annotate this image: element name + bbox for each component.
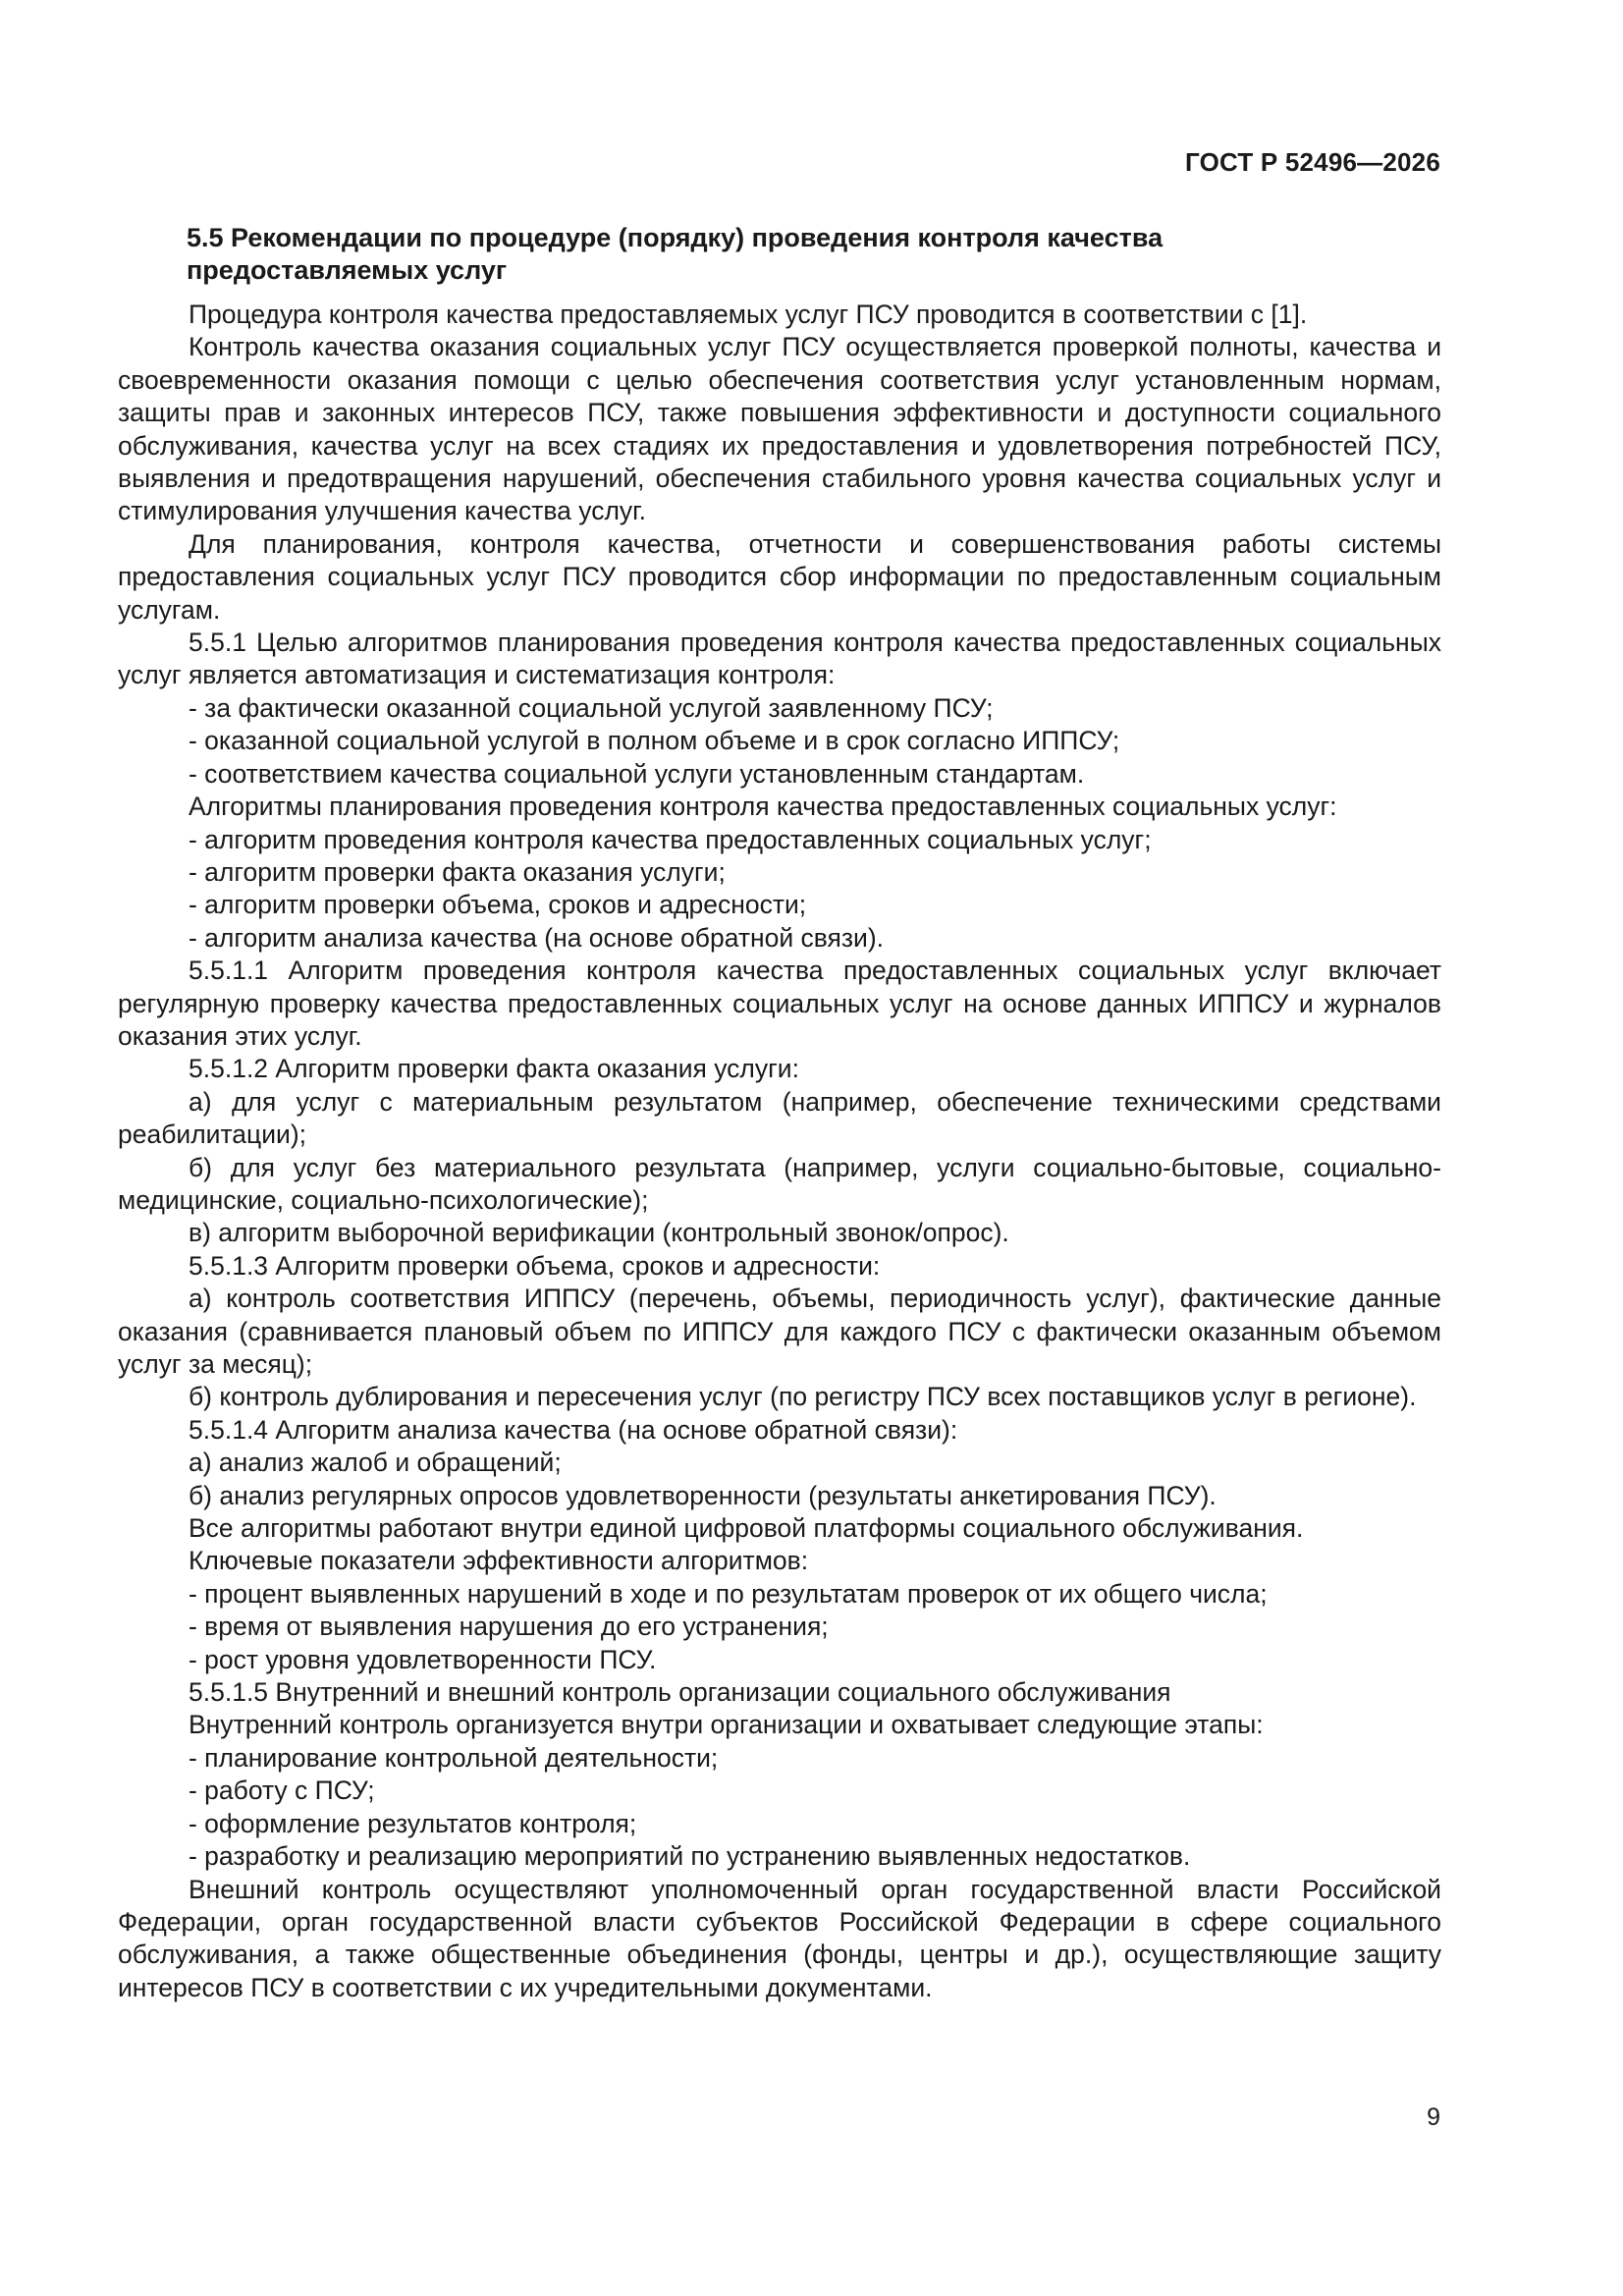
paragraph: - алгоритм проверки объема, сроков и адресности;	[189, 890, 807, 920]
paragraph: 5.5.1.5 Внутренний и внешний контроль организации социального обслуживания	[189, 1677, 1171, 1708]
paragraph: б) анализ регулярных опросов удовлетворенности (результаты анкетирования ПСУ).	[189, 1480, 1217, 1510]
paragraph: Алгоритмы планирования проведения контроля качества предоставленных социальных услуг:	[189, 792, 1337, 822]
paragraph: 5.5.1.4 Алгоритм анализа качества (на основе обратной связи):	[189, 1414, 958, 1445]
paragraph: - соответствием качества социальной услуги установленным стандартам.	[189, 758, 1085, 789]
paragraph: Контроль качества оказания социальных услуг ПСУ осуществляется проверкой полноты, качества и своевременности оказания помощи с целью обеспечения соответствия услуг установленным нормам, защиты прав и законных интересов ПСУ, также повышения эффективности и доступности социального обслуживания, качества услуг на всех стадиях их предоставления и удовлетворения потребностей ПСУ, выявления и предотвращения нарушений, обеспечения стабильного уровня качества социальных услуг и стимулирования улучшения качества услуг.	[118, 332, 1441, 526]
document-code-header: ГОСТ Р 52496—2026	[1185, 147, 1440, 177]
paragraph: - оказанной социальной услугой в полном объеме и в срок согласно ИППСУ;	[189, 726, 1120, 756]
paragraph: - время от выявления нарушения до его устранения;	[189, 1612, 829, 1642]
section-title: 5.5 Рекомендации по процедуре (порядку) проведения контроля качества предоставляемых услуг	[187, 223, 1163, 285]
paragraph: - рост уровня удовлетворенности ПСУ.	[189, 1644, 657, 1674]
paragraph: - работу с ПСУ;	[189, 1776, 375, 1806]
paragraph-list	[118, 299, 1441, 2004]
paragraph: - оформление результатов контроля;	[189, 1808, 637, 1838]
paragraph: 5.5.1.2 Алгоритм проверки факта оказания услуги:	[189, 1054, 799, 1084]
paragraph: Все алгоритмы работают внутри единой цифровой платформы социального обслуживания.	[189, 1513, 1304, 1544]
paragraph: - разработку и реализацию мероприятий по устранению выявленных недостатков.	[189, 1841, 1191, 1872]
paragraph: а) анализ жалоб и обращений;	[189, 1448, 562, 1478]
paragraph: - алгоритм проверки факта оказания услуги;	[189, 856, 726, 887]
document-body	[118, 222, 1441, 2004]
paragraph: Ключевые показатели эффективности алгоритмов:	[189, 1546, 809, 1576]
paragraph: б) для услуг без материального результата (например, услуги социально-бытовые, социально-медицинские, социально-психологические);	[118, 1152, 1441, 1215]
paragraph: - за фактически оказанной социальной услугой заявленному ПСУ;	[189, 692, 994, 723]
paragraph: Внешний контроль осуществляют уполномоченный орган государственной власти Российской Федерации, орган государственной власти субъектов Российской Федерации в сфере социального обслуживания, а также общественные объединения (фонды, центры и др.), осуществляющие защиту интересов ПСУ в соответствии с их учредительными документами.	[118, 1874, 1441, 2002]
paragraph: Процедура контроля качества предоставляемых услуг ПСУ проводится в соответствии с [1].	[189, 300, 1308, 329]
paragraph: в) алгоритм выборочной верификации (контрольный звонок/опрос).	[189, 1218, 1009, 1248]
paragraph: а) контроль соответствия ИППСУ (перечень, объемы, периодичность услуг), фактические данные оказания (сравнивается плановый объем по ИППСУ для каждого ПСУ с фактически оказанным объемом услуг за месяц);	[118, 1284, 1441, 1379]
paragraph: Для планирования, контроля качества, отчетности и совершенствования работы системы предоставления социальных услуг ПСУ проводится сбор информации по предоставленным социальным услугам.	[118, 528, 1441, 625]
paragraph: 5.5.1.1 Алгоритм проведения контроля качества предоставленных социальных услуг включает регулярную проверку качества предоставленных социальных услуг на основе данных ИППСУ и журналов оказания этих услуг.	[118, 956, 1441, 1051]
paragraph: - планирование контрольной деятельности;	[189, 1742, 719, 1773]
paragraph: Внутренний контроль организуется внутри организации и охватывает следующие этапы:	[189, 1710, 1264, 1740]
paragraph: б) контроль дублирования и пересечения услуг (по регистру ПСУ всех поставщиков услуг в регионе).	[189, 1382, 1417, 1412]
paragraph: - процент выявленных нарушений в ходе и по результатам проверок от их общего числа;	[189, 1578, 1268, 1609]
paragraph: 5.5.1 Целью алгоритмов планирования проведения контроля качества предоставленных социальных услуг является автоматизация и систематизация контроля:	[118, 628, 1441, 690]
page-number: 9	[1427, 2104, 1440, 2131]
paragraph: - алгоритм анализа качества (на основе обратной связи).	[189, 922, 885, 953]
paragraph: а) для услуг с материальным результатом (например, обеспечение техническими средствами реабилитации);	[118, 1086, 1441, 1150]
paragraph: 5.5.1.3 Алгоритм проверки объема, сроков и адресности:	[189, 1250, 881, 1281]
paragraph: - алгоритм проведения контроля качества предоставленных социальных услуг;	[189, 824, 1152, 854]
